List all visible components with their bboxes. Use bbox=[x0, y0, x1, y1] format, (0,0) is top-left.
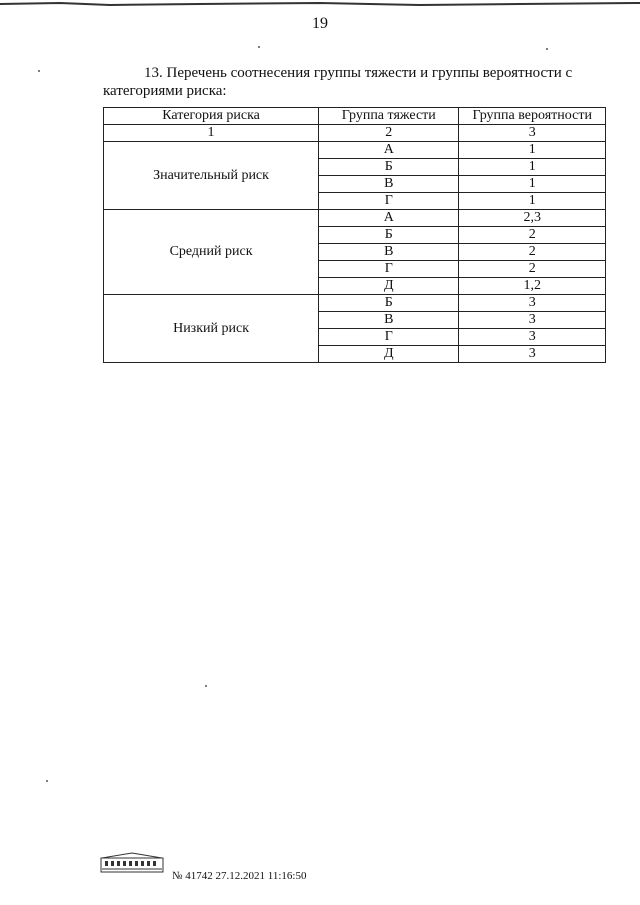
column-header: Группа тяжести bbox=[319, 108, 459, 125]
probability-group: 3 bbox=[459, 329, 606, 346]
probability-group: 1 bbox=[459, 159, 606, 176]
speck bbox=[258, 46, 260, 48]
risk-category: Значительный риск bbox=[104, 142, 319, 210]
table-row bbox=[104, 142, 606, 159]
probability-group: 3 bbox=[459, 346, 606, 363]
probability-group: 1,2 bbox=[459, 278, 606, 295]
list-heading bbox=[103, 64, 603, 100]
severity-group: А bbox=[319, 210, 459, 227]
scan-edge-mark bbox=[0, 0, 640, 10]
severity-group: В bbox=[319, 312, 459, 329]
column-header: Категория риска bbox=[104, 108, 319, 125]
speck bbox=[205, 685, 207, 687]
severity-group: Г bbox=[319, 261, 459, 278]
heading-text: 13. Перечень соотнесения группы тяжести и группы вероятности с категориями риска: bbox=[103, 65, 573, 99]
probability-group: 2 bbox=[459, 244, 606, 261]
column-number: 1 bbox=[104, 125, 319, 142]
probability-group: 2,3 bbox=[459, 210, 606, 227]
probability-group: 3 bbox=[459, 312, 606, 329]
risk-table bbox=[103, 107, 606, 363]
table-row bbox=[104, 295, 606, 312]
page-number: 19 bbox=[312, 15, 328, 32]
table-row bbox=[104, 210, 606, 227]
speck bbox=[46, 780, 48, 782]
risk-category: Низкий риск bbox=[104, 295, 319, 363]
severity-group: Б bbox=[319, 159, 459, 176]
probability-group: 1 bbox=[459, 176, 606, 193]
risk-category: Средний риск bbox=[104, 210, 319, 295]
table-header-row bbox=[104, 108, 606, 125]
registration-number: № 41742 27.12.2021 11:16:50 bbox=[172, 870, 307, 882]
severity-group: В bbox=[319, 244, 459, 261]
probability-group: 2 bbox=[459, 261, 606, 278]
probability-group: 1 bbox=[459, 142, 606, 159]
building-stamp-icon bbox=[100, 852, 164, 876]
severity-group: Б bbox=[319, 227, 459, 244]
column-number: 3 bbox=[459, 125, 606, 142]
column-number-row bbox=[104, 125, 606, 142]
column-number: 2 bbox=[319, 125, 459, 142]
severity-group: Б bbox=[319, 295, 459, 312]
severity-group: А bbox=[319, 142, 459, 159]
column-header: Группа вероятности bbox=[459, 108, 606, 125]
speck bbox=[38, 70, 40, 72]
severity-group: В bbox=[319, 176, 459, 193]
speck bbox=[546, 48, 548, 50]
severity-group: Д bbox=[319, 278, 459, 295]
severity-group: Г bbox=[319, 329, 459, 346]
probability-group: 1 bbox=[459, 193, 606, 210]
probability-group: 2 bbox=[459, 227, 606, 244]
severity-group: Г bbox=[319, 193, 459, 210]
probability-group: 3 bbox=[459, 295, 606, 312]
severity-group: Д bbox=[319, 346, 459, 363]
